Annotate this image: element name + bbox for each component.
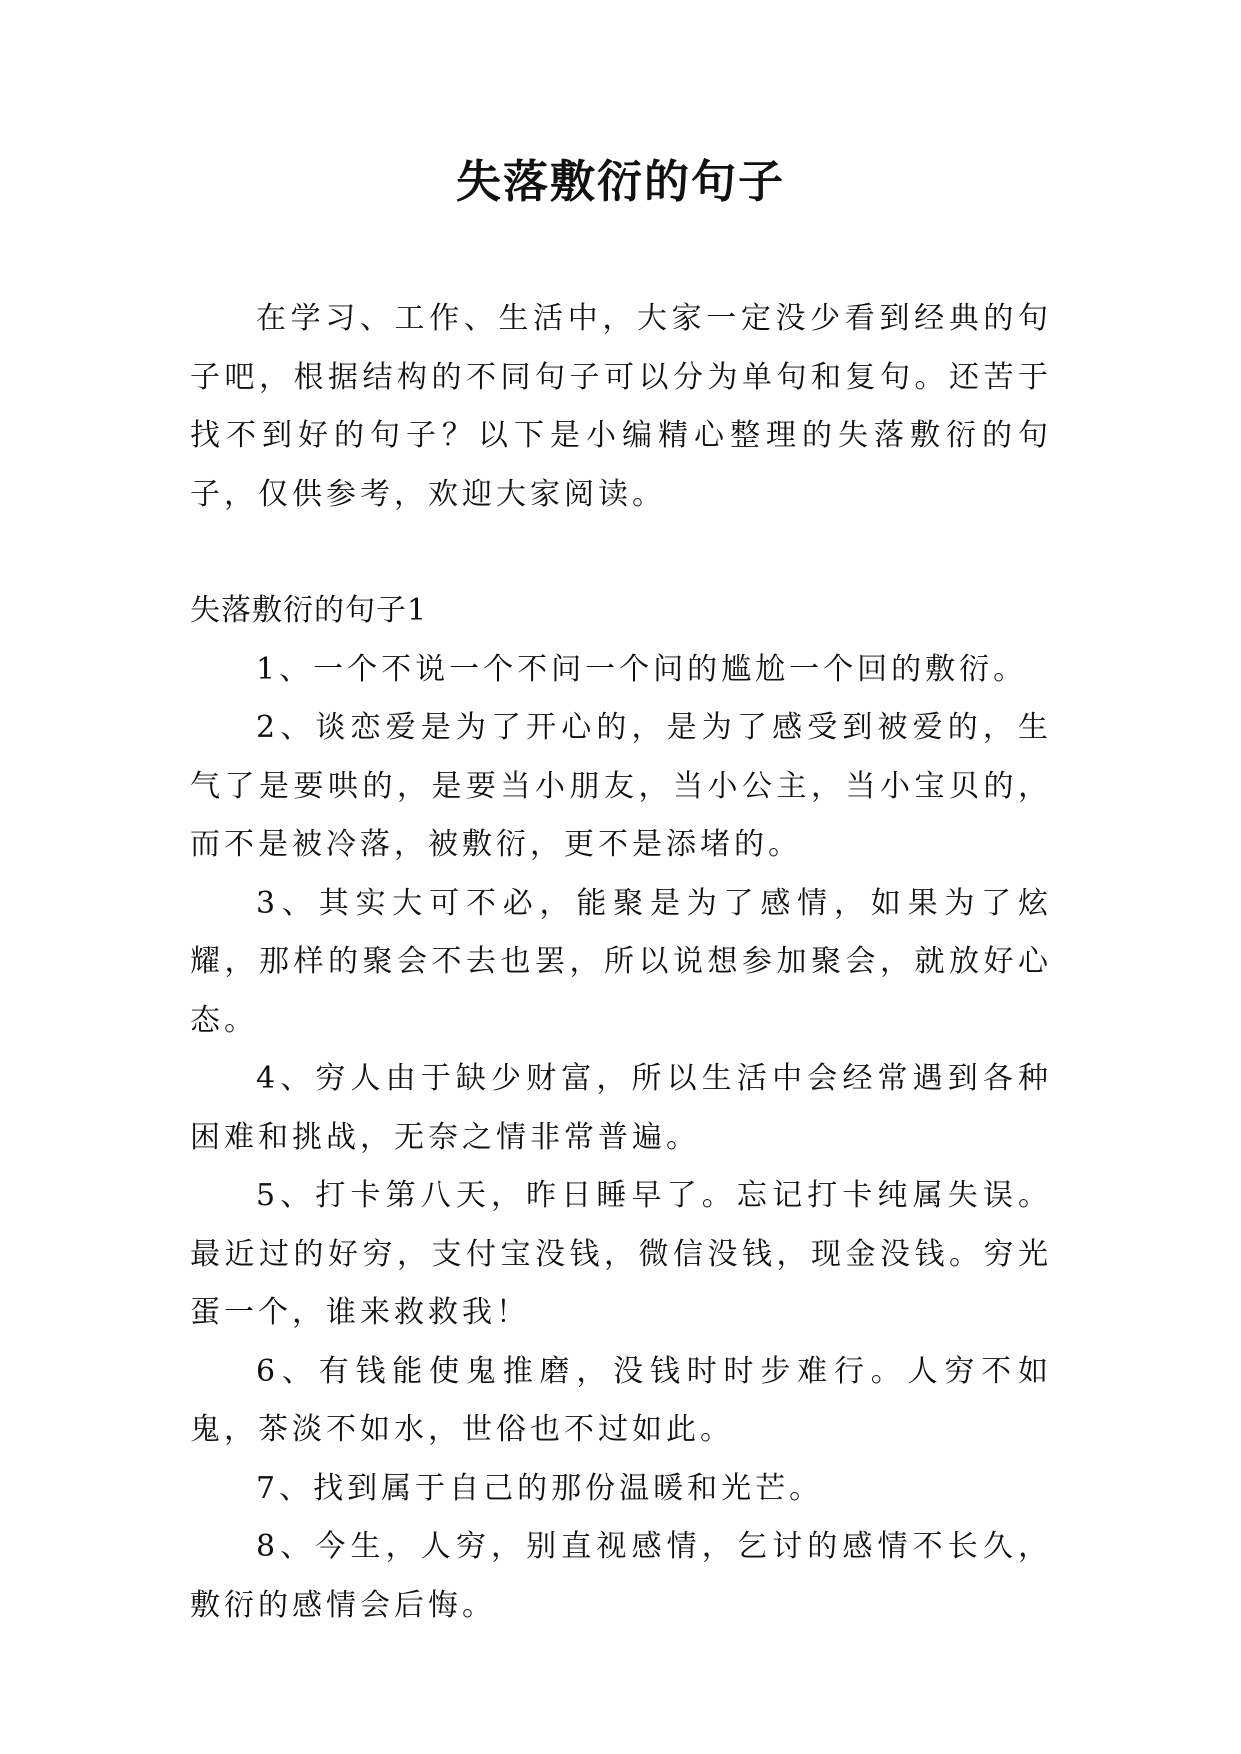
list-item: 7、找到属于自己的那份温暖和光芒。 [256, 1470, 824, 1506]
list-item: 3、其实大可不必，能聚是为了感情，如果为了炫耀，那样的聚会不去也罢，所以说想参加聚会，就放好心态。 [190, 885, 1052, 1038]
list-item: 6、有钱能使鬼推磨，没钱时时步难行。人穷不如鬼，茶淡不如水，世俗也不过如此。 [190, 1353, 1052, 1447]
list-item: 5、打卡第八天，昨日睡早了。忘记打卡纯属失误。最近过的好穷，支付宝没钱，微信没钱，现金没钱。穷光蛋一个，谁来救救我！ [190, 1178, 1052, 1330]
list-item: 1、一个不说一个不问一个问的尴尬一个回的敷衍。 [256, 651, 1028, 687]
list-item: 2、谈恋爱是为了开心的，是为了感受到被爱的，生气了是要哄的，是要当小朋友，当小公主，当小宝贝的，而不是被冷落，被敷衍，更不是添堵的。 [190, 710, 1052, 862]
list-item: 4、穷人由于缺少财富，所以生活中会经常遇到各种困难和挑战，无奈之情非常普遍。 [190, 1061, 1052, 1155]
intro-paragraph: 在学习、工作、生活中，大家一定没少看到经典的句子吧，根据结构的不同句子可以分为单句和复句。还苦于找不到好的句子？以下是小编精心整理的失落敷衍的句子，仅供参考，欢迎大家阅读。 [190, 301, 1052, 512]
document-title: 失落敷衍的句子 [455, 155, 785, 208]
list-item: 8、今生，人穷，别直视感情，乞讨的感情不长久，敷衍的感情会后悔。 [190, 1529, 1052, 1623]
section-heading: 失落敷衍的句子1 [190, 593, 428, 628]
document-body [190, 290, 1052, 1635]
